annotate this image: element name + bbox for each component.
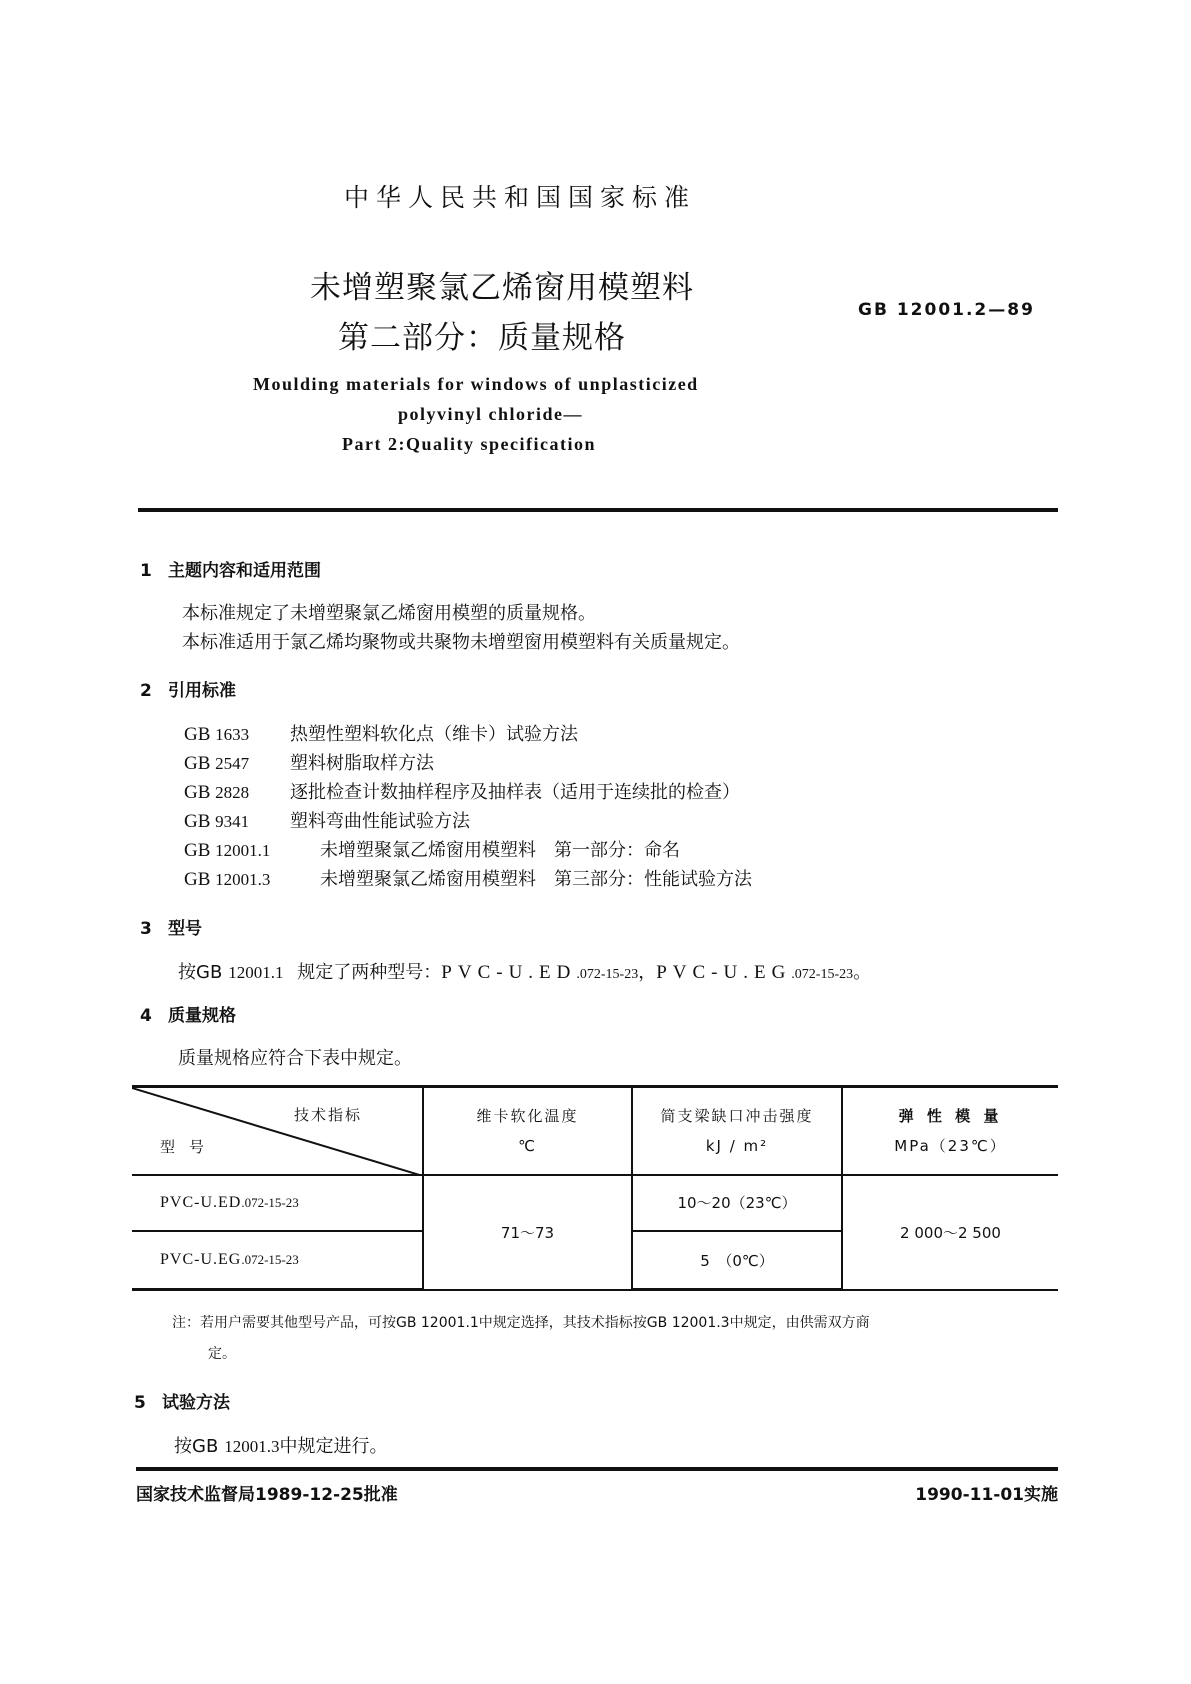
header-divider [138, 508, 1058, 512]
column-header-modulus [842, 1087, 1058, 1175]
title-english-line1: Moulding materials for windows of unplasticized [253, 374, 699, 394]
impact-value-cell: 5 （0℃） [632, 1231, 842, 1289]
reference-title: 塑料弯曲性能试验方法 [290, 811, 470, 832]
title-chinese-line1: 未增塑聚氯乙烯窗用模塑料 [310, 270, 694, 306]
section-title: 引用标准 [168, 681, 236, 701]
reference-item [184, 720, 578, 746]
column-unit: kJ / m² [705, 1136, 769, 1155]
section-title: 试验方法 [162, 1393, 230, 1413]
diagonal-line [132, 1088, 423, 1176]
separator: ， [638, 962, 657, 983]
section-1-paragraph-1: 本标准规定了未增塑聚氯乙烯窗用模塑的质量规格。 [182, 603, 596, 624]
model-code: PVC-U.ED [160, 1193, 242, 1211]
model-suffix: .072-15-23 [241, 1252, 299, 1268]
reference-number: 2547 [215, 754, 250, 773]
table-note-line2: 定。 [208, 1346, 236, 1362]
national-standard-label: 中华人民共和国国家标准 [344, 183, 697, 212]
reference-number: 12001.3 [215, 870, 271, 889]
text: 中规定进行。 [279, 1436, 388, 1457]
model-code: PVC-U.ED [441, 962, 577, 983]
impact-value-cell: 10～20（23℃） [632, 1175, 842, 1232]
reference-prefix: GB [184, 840, 211, 861]
reference-number: 12001.3 [224, 1437, 280, 1456]
column-unit: ℃ [518, 1136, 537, 1155]
reference-prefix: GB [184, 724, 211, 745]
reference-number: 9341 [215, 812, 250, 831]
standard-code: GB 12001.2—89 [858, 300, 1035, 320]
reference-prefix: GB [184, 869, 211, 890]
column-name: 简支梁缺口冲击强度 [660, 1106, 814, 1125]
corner-bottom-label: 型号 [160, 1138, 219, 1156]
title-chinese-line2: 第二部分：质量规格 [338, 320, 626, 356]
section-1-paragraph-2: 本标准适用于氯乙烯均聚物或共聚物未增塑窗用模塑料有关质量规定。 [182, 632, 740, 653]
section-3-heading [140, 914, 202, 939]
model-suffix: .072-15-23 [241, 1194, 299, 1210]
column-header-impact [632, 1087, 842, 1175]
corner-top-label: 技术指标 [293, 1106, 362, 1124]
section-1-heading [140, 556, 321, 581]
implementation-date: 1990-11-01实施 [915, 1485, 1058, 1505]
reference-title: 未增塑聚氯乙烯窗用模塑料 第三部分：性能试验方法 [320, 869, 752, 890]
table-note-line1: 注：若用户需要其他型号产品，可按GB 12001.1中规定选择，其技术指标按GB 12001.3中规定，由供需双方商 [172, 1315, 870, 1331]
column-name: 弹 性 模 量 [898, 1106, 1003, 1125]
reference-title: 热塑性塑料软化点（维卡）试验方法 [290, 724, 578, 745]
title-english-line2: polyvinyl chloride— [398, 404, 584, 424]
section-3-paragraph [178, 958, 871, 984]
text: 按GB [174, 1436, 219, 1457]
model-code: PVC-U.EG [160, 1251, 242, 1269]
reference-item [184, 865, 752, 891]
quality-spec-table [132, 1085, 1058, 1291]
section-5-heading [134, 1388, 230, 1413]
reference-title: 逐批检查计数抽样程序及抽样表（适用于连续批的检查） [290, 782, 740, 803]
reference-number: 2828 [215, 783, 250, 802]
vicat-value-cell: 71～73 [423, 1175, 632, 1290]
reference-number: 12001.1 [228, 963, 284, 982]
reference-item [184, 836, 680, 862]
period: 。 [853, 962, 872, 983]
section-number: 2 [140, 681, 152, 701]
section-number: 3 [140, 919, 152, 939]
column-unit: MPa（23℃） [894, 1136, 1007, 1155]
section-2-heading [140, 676, 236, 701]
corner-header-cell [132, 1087, 423, 1175]
column-header-vicat [423, 1087, 632, 1175]
reference-prefix: GB [184, 811, 211, 832]
footer-divider [136, 1467, 1058, 1471]
model-suffix: .072-15-23 [576, 967, 639, 982]
approval-date: 国家技术监督局1989-12-25批准 [136, 1485, 398, 1505]
reference-prefix: GB [184, 753, 211, 774]
column-name: 维卡软化温度 [476, 1106, 579, 1125]
reference-item [184, 807, 470, 833]
section-4-paragraph: 质量规格应符合下表中规定。 [178, 1048, 412, 1069]
modulus-value-cell: 2 000～2 500 [842, 1175, 1058, 1290]
reference-number: 1633 [215, 725, 250, 744]
reference-item [184, 749, 434, 775]
model-cell [132, 1175, 423, 1232]
model-code: PVC-U.EG [656, 962, 792, 983]
text: 按GB [178, 962, 223, 983]
reference-item [184, 778, 740, 804]
reference-prefix: GB [184, 782, 211, 803]
section-title: 主题内容和适用范围 [168, 561, 321, 581]
reference-title: 塑料树脂取样方法 [290, 753, 434, 774]
table-row [132, 1175, 1058, 1232]
table-header-row [132, 1087, 1058, 1175]
section-4-heading [140, 1001, 236, 1026]
section-number: 1 [140, 561, 152, 581]
section-title: 质量规格 [168, 1006, 236, 1026]
section-number: 4 [140, 1006, 152, 1026]
model-cell [132, 1231, 423, 1289]
model-suffix: .072-15-23 [791, 967, 854, 982]
reference-number: 12001.1 [215, 841, 271, 860]
section-title: 型号 [168, 919, 202, 939]
text: 规定了两种型号： [297, 962, 442, 983]
reference-title: 未增塑聚氯乙烯窗用模塑料 第一部分：命名 [320, 840, 680, 861]
title-english-line3: Part 2:Quality specification [342, 434, 596, 454]
section-5-paragraph [174, 1432, 388, 1458]
section-number: 5 [134, 1393, 146, 1413]
